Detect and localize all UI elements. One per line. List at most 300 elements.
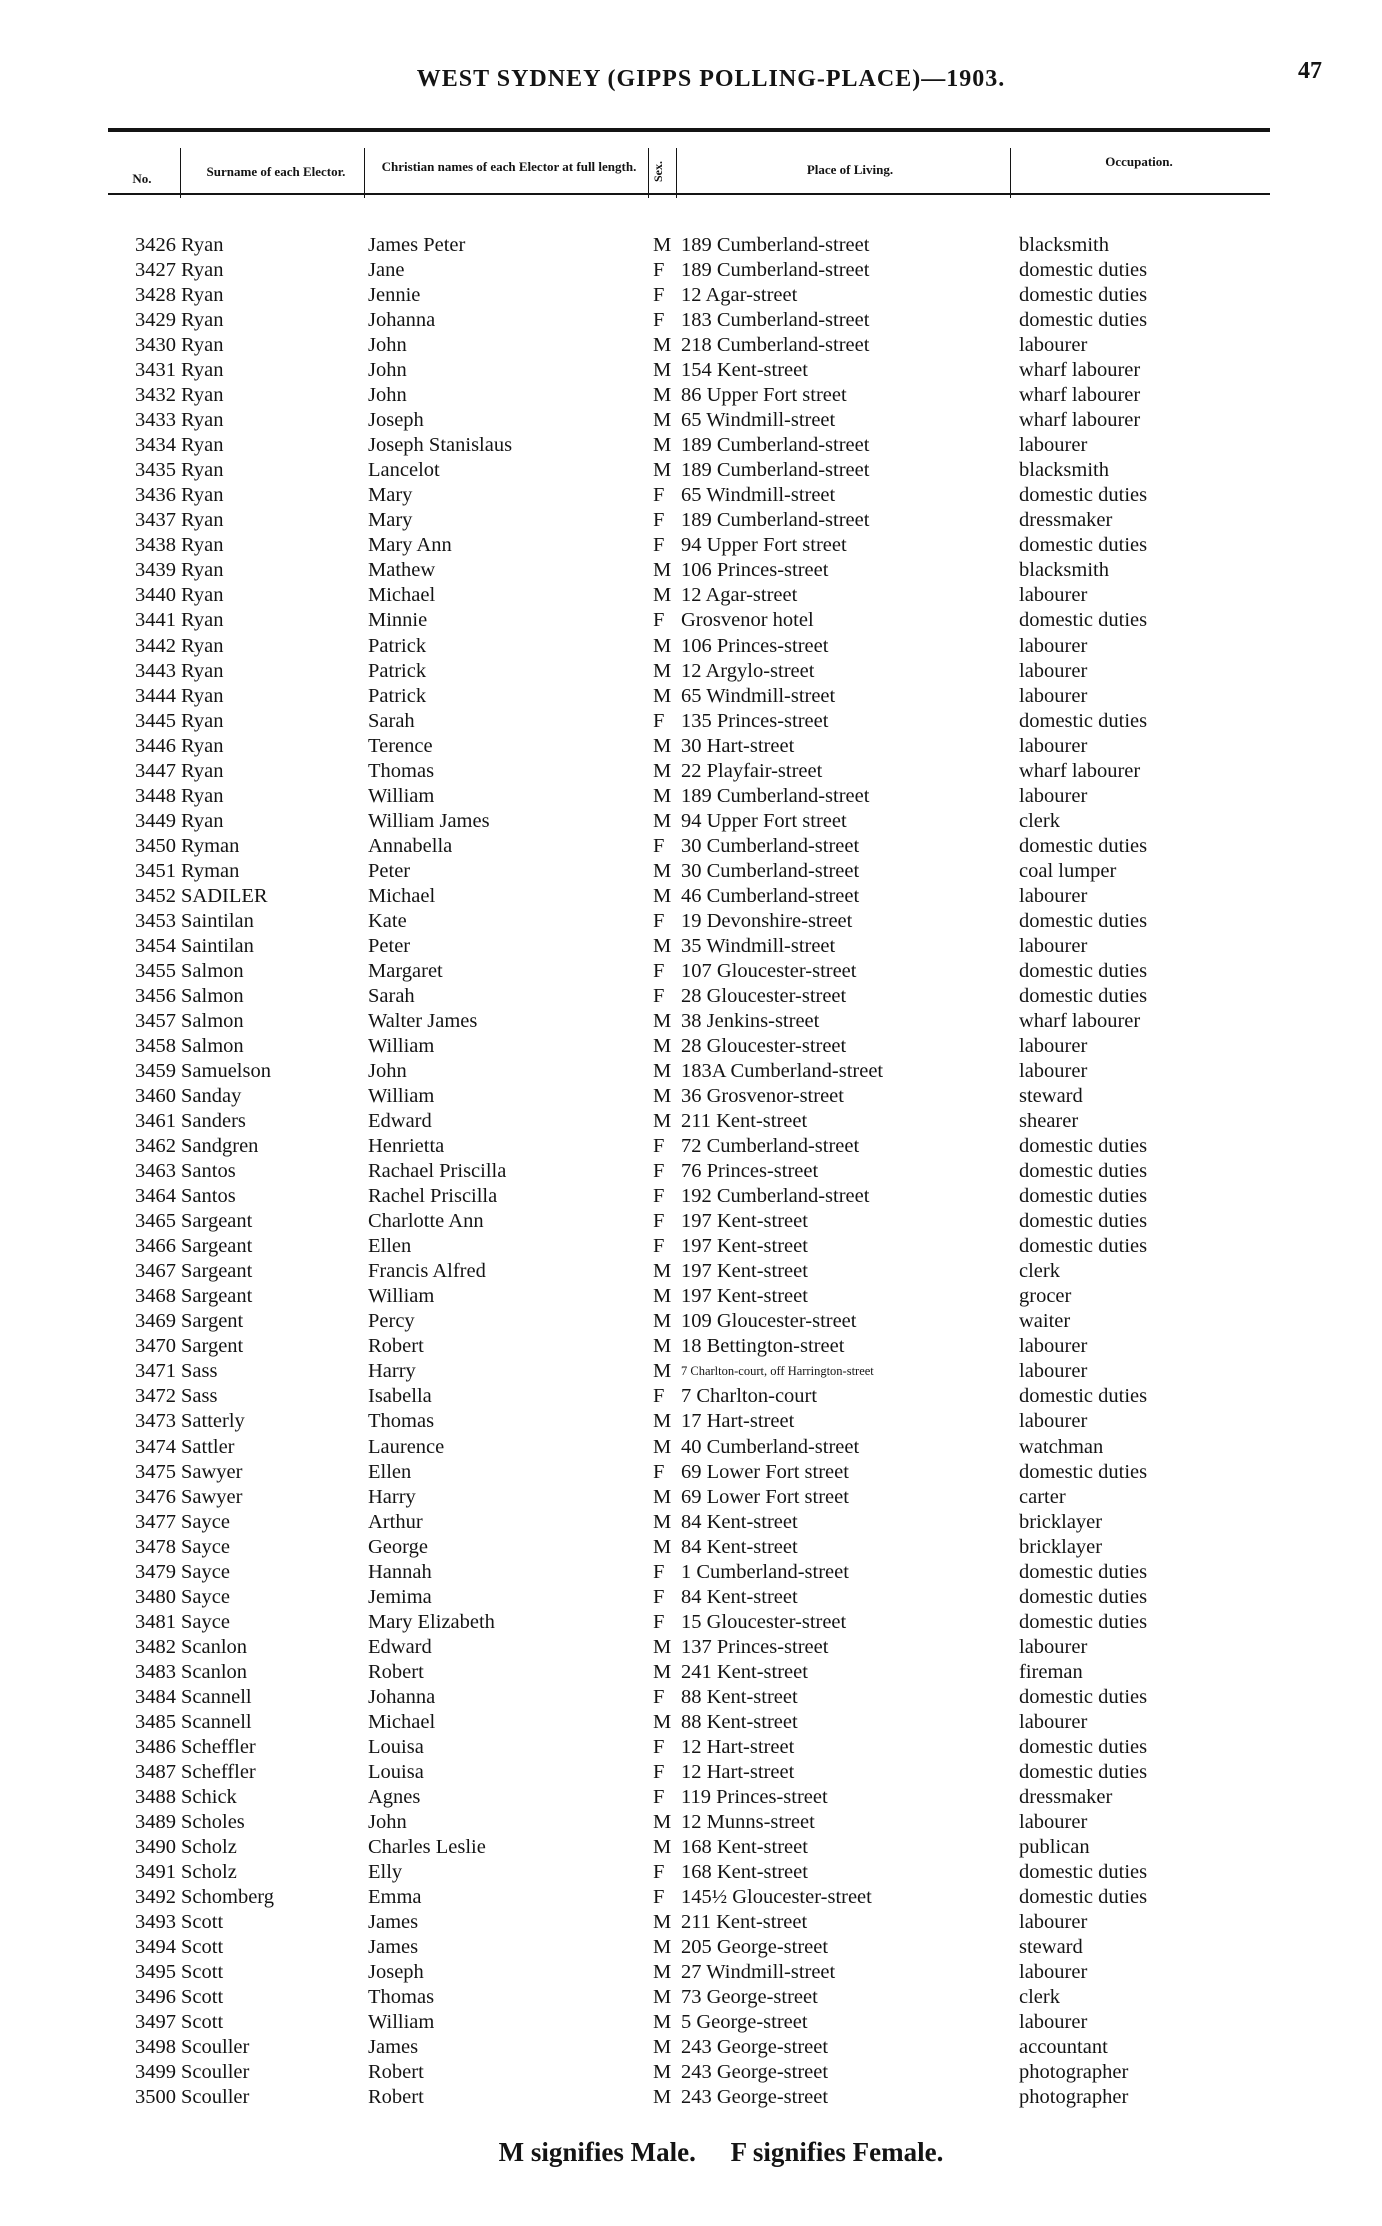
christian-names: Charles Leslie [368,1836,486,1858]
surname: Salmon [181,984,244,1007]
elector-number: 3472 [135,1385,176,1408]
place-of-living: 69 Lower Fort street [681,1460,849,1483]
christian-names: Rachael Priscilla [368,1160,507,1183]
elector-number: 3485 [135,1710,176,1733]
occupation: labourer [1019,1961,1088,1984]
place-of-living: 189 Cumberland-street [681,784,870,807]
surname: Ryan [181,359,224,382]
surname: Sandgren [181,1135,259,1158]
sex: F [653,1560,665,1583]
elector-number: 3426 [135,234,176,256]
occupation: wharf labourer [1019,359,1141,382]
place-of-living: 211 Kent-street [681,1110,808,1133]
occupation: labourer [1019,434,1088,457]
table-row [0,533,1382,558]
occupation: labourer [1019,1335,1088,1358]
christian-names: John [368,384,407,407]
christian-names: Annabella [368,834,453,857]
page-number: 47 [1298,58,1322,84]
surname: Sayce [181,1510,230,1533]
elector-number: 3491 [135,1861,176,1884]
christian-names: Jane [368,259,405,282]
place-of-living: 243 George-street [681,2086,829,2109]
header-divider [648,148,649,198]
surname: Ryan [181,234,224,256]
christian-names: Minnie [368,609,428,632]
elector-number: 3465 [135,1210,176,1233]
occupation: labourer [1019,734,1088,757]
christian-names: Robert [368,2061,424,2084]
christian-names: Sarah [368,709,415,732]
sex: M [653,809,672,832]
occupation: wharf labourer [1019,409,1141,432]
elector-number: 3441 [135,609,176,632]
elector-number: 3440 [135,584,176,607]
occupation: labourer [1019,634,1088,657]
occupation: shearer [1019,1110,1079,1133]
christian-names: Jemima [368,1585,432,1608]
table-row [0,1835,1382,1860]
christian-names: Ellen [368,1460,412,1483]
christian-names: Michael [368,884,436,907]
elector-number: 3452 [135,884,176,907]
place-of-living: 65 Windmill-street [681,684,836,707]
occupation: domestic duties [1019,309,1148,332]
christian-names: Lancelot [368,459,440,482]
elector-number: 3430 [135,334,176,357]
occupation: domestic duties [1019,1886,1148,1909]
place-of-living: 30 Hart-street [681,734,795,757]
surname: Scott [181,2011,224,2034]
christian-names: James [368,1936,419,1959]
table-row [0,1435,1382,1460]
occupation: domestic duties [1019,1861,1148,1884]
table-row [0,884,1382,909]
place-of-living: 38 Jenkins-street [681,1009,820,1032]
sex: F [653,1760,665,1783]
sex: M [653,359,672,382]
surname: Ryan [181,609,224,632]
surname: Scholz [181,1836,237,1858]
place-of-living: 28 Gloucester-street [681,1035,847,1057]
elector-number: 3464 [135,1185,176,1208]
sex: M [653,1635,672,1658]
elector-number: 3499 [135,2061,176,2084]
elector-number: 3484 [135,1685,176,1708]
elector-number: 3458 [135,1035,176,1057]
elector-number: 3492 [135,1886,176,1909]
sex: M [653,2036,672,2059]
table-row [0,1059,1382,1084]
sex: M [653,2061,672,2084]
sex: F [653,1735,665,1758]
place-of-living: 145½ Gloucester-street [681,1886,872,1909]
christian-names: Edward [368,1635,432,1658]
surname: Sanders [181,1110,246,1133]
table-row [0,1810,1382,1835]
table-row [0,1359,1382,1384]
christian-names: Agnes [368,1785,421,1808]
occupation: labourer [1019,1911,1088,1934]
occupation: labourer [1019,934,1088,957]
place-of-living: 168 Kent-street [681,1861,808,1884]
place-of-living: 65 Windmill-street [681,484,836,507]
occupation: domestic duties [1019,1460,1148,1483]
place-of-living: 94 Upper Fort street [681,809,847,832]
christian-names: Isabella [368,1385,432,1408]
sex: M [653,1510,672,1533]
elector-number: 3490 [135,1836,176,1858]
place-of-living: 183 Cumberland-street [681,309,870,332]
elector-number: 3481 [135,1610,176,1633]
table-row [0,1885,1382,1910]
occupation: wharf labourer [1019,384,1141,407]
header-occupation: Occupation. [1105,154,1173,169]
surname: Sargent [181,1310,244,1333]
table-row [0,1034,1382,1059]
place-of-living: 73 George-street [681,1986,818,2009]
table-row [0,784,1382,809]
christian-names: William [368,784,435,807]
elector-number: 3497 [135,2011,176,2034]
table-row [0,583,1382,608]
occupation: domestic duties [1019,1210,1148,1233]
surname: Scanlon [181,1635,248,1658]
occupation: domestic duties [1019,1185,1148,1208]
christian-names: Louisa [368,1760,424,1783]
sex: M [653,1535,672,1558]
header-divider [364,148,365,198]
christian-names: Charlotte Ann [368,1210,484,1233]
table-row [0,934,1382,959]
place-of-living: 109 Gloucester-street [681,1310,857,1333]
elector-number: 3477 [135,1510,176,1533]
occupation: fireman [1019,1660,1083,1683]
christian-names: Elly [368,1861,403,1884]
elector-number: 3494 [135,1936,176,1959]
place-of-living: 137 Princes-street [681,1635,829,1658]
surname: Samuelson [181,1060,271,1083]
page-title: WEST SYDNEY (GIPPS POLLING-PLACE)—1903. [416,66,1006,92]
elector-number: 3450 [135,834,176,857]
place-of-living: 205 George-street [681,1936,829,1959]
occupation: labourer [1019,2011,1088,2034]
sex: F [653,284,665,307]
table-row [0,809,1382,834]
header-christian-names: Christian names of each Elector at full length. [381,159,637,174]
surname: Ryman [181,859,240,882]
place-of-living: 22 Playfair-street [681,759,823,782]
elector-number: 3488 [135,1785,176,1808]
sex: M [653,459,672,482]
christian-names: Thomas [368,1410,435,1433]
sex: M [653,1110,672,1133]
sex: F [653,1160,665,1183]
christian-names: Peter [368,934,411,957]
place-of-living: 69 Lower Fort street [681,1485,849,1508]
table-row [0,834,1382,859]
elector-number: 3435 [135,459,176,482]
occupation: labourer [1019,784,1088,807]
elector-number: 3467 [135,1260,176,1283]
christian-names: James [368,1911,419,1934]
christian-names: John [368,334,407,357]
table-row [0,1109,1382,1134]
place-of-living: 72 Cumberland-street [681,1135,860,1158]
surname: Ryan [181,384,224,407]
place-of-living: 243 George-street [681,2061,829,2084]
occupation: domestic duties [1019,1685,1148,1708]
elector-number: 3429 [135,309,176,332]
header-divider [180,148,181,198]
surname: Scheffler [181,1760,256,1783]
table-row [0,608,1382,633]
place-of-living: 18 Bettington-street [681,1335,845,1358]
surname: Sawyer [181,1485,243,1508]
occupation: labourer [1019,1635,1088,1658]
occupation: domestic duties [1019,1160,1148,1183]
surname: Ryan [181,484,224,507]
sex: M [653,1335,672,1358]
sex: F [653,984,665,1007]
sex: M [653,559,672,582]
elector-number: 3431 [135,359,176,382]
place-of-living: 243 George-street [681,2036,829,2059]
occupation: blacksmith [1019,559,1109,582]
sex: F [653,534,665,557]
occupation: grocer [1019,1285,1072,1308]
elector-number: 3460 [135,1085,176,1108]
table-row [0,759,1382,784]
surname: Ryan [181,534,224,557]
table-row [0,2085,1382,2110]
occupation: domestic duties [1019,284,1148,307]
elector-number: 3461 [135,1110,176,1133]
place-of-living: 12 Hart-street [681,1760,795,1783]
surname: Salmon [181,959,244,982]
elector-number: 3457 [135,1009,176,1032]
elector-number: 3483 [135,1660,176,1683]
occupation: labourer [1019,1035,1088,1057]
header-bottom-rule [108,193,1270,195]
elector-number: 3486 [135,1735,176,1758]
elector-number: 3498 [135,2036,176,2059]
place-of-living: 84 Kent-street [681,1585,798,1608]
occupation: blacksmith [1019,234,1109,256]
table-row [0,684,1382,709]
header-divider [676,148,677,198]
sex: M [653,1260,672,1283]
elector-number: 3448 [135,784,176,807]
surname: Scouller [181,2036,250,2059]
sex: M [653,234,672,256]
sex: F [653,309,665,332]
place-of-living: 1 Cumberland-street [681,1560,849,1583]
elector-number: 3444 [135,684,176,707]
place-of-living: 12 Agar-street [681,584,798,607]
surname: Ryan [181,259,224,282]
surname: Ryan [181,559,224,582]
sex: F [653,1385,665,1408]
christian-names: Joseph Stanislaus [368,434,513,457]
surname: Ryan [181,759,224,782]
place-of-living: 65 Windmill-street [681,409,836,432]
surname: Sayce [181,1535,230,1558]
occupation: photographer [1019,2086,1129,2109]
christian-names: Arthur [368,1510,423,1533]
christian-names: Margaret [368,959,443,982]
christian-names: Mathew [368,559,436,582]
occupation: blacksmith [1019,459,1109,482]
header-place: Place of Living. [806,162,894,177]
table-row [0,1209,1382,1234]
occupation: waiter [1019,1310,1071,1333]
sex: F [653,834,665,857]
table-row [0,1910,1382,1935]
occupation: domestic duties [1019,834,1148,857]
table-row [0,1334,1382,1359]
sex: F [653,1685,665,1708]
place-of-living: 12 Hart-street [681,1735,795,1758]
elector-number: 3473 [135,1410,176,1433]
elector-number: 3471 [135,1360,176,1383]
occupation: clerk [1019,809,1060,832]
place-of-living: 28 Gloucester-street [681,984,847,1007]
sex: M [653,1060,672,1083]
surname: Sayce [181,1560,230,1583]
place-of-living: 197 Kent-street [681,1210,808,1233]
table-row [0,1084,1382,1109]
surname: Scannell [181,1710,252,1733]
place-of-living: 12 Agar-street [681,284,798,307]
christian-names: Laurence [368,1435,445,1458]
place-of-living: 12 Munns-street [681,1810,815,1833]
sex: M [653,1410,672,1433]
table-row [0,1860,1382,1885]
table-row [0,1134,1382,1159]
surname: Sanday [181,1085,242,1108]
table-row [0,383,1382,408]
sex: M [653,434,672,457]
surname: Sargeant [181,1285,253,1308]
table-row [0,2010,1382,2035]
occupation: labourer [1019,1360,1088,1383]
table-row [0,1785,1382,1810]
christian-names: Percy [368,1310,415,1333]
christian-names: John [368,1060,407,1083]
sex: M [653,384,672,407]
place-of-living: 46 Cumberland-street [681,884,860,907]
table-row [0,1760,1382,1785]
place-of-living: 197 Kent-street [681,1260,808,1283]
sex: M [653,1035,672,1057]
sex: M [653,759,672,782]
elector-number: 3474 [135,1435,176,1458]
place-of-living: 94 Upper Fort street [681,534,847,557]
surname: Ryan [181,334,224,357]
occupation: labourer [1019,584,1088,607]
occupation: domestic duties [1019,1585,1148,1608]
table-row [0,483,1382,508]
table-row [0,508,1382,533]
sex: F [653,1785,665,1808]
place-of-living: 189 Cumberland-street [681,259,870,282]
christian-names: James Peter [368,234,466,256]
christian-names: Rachel Priscilla [368,1185,498,1208]
sex: M [653,1936,672,1959]
surname: Schick [181,1785,237,1808]
christian-names: Mary Ann [368,534,452,557]
surname: Ryan [181,784,224,807]
occupation: clerk [1019,1986,1060,2009]
occupation: domestic duties [1019,909,1148,932]
elector-number: 3456 [135,984,176,1007]
table-row [0,1284,1382,1309]
sex: M [653,634,672,657]
sex: M [653,1961,672,1984]
place-of-living: 19 Devonshire-street [681,909,853,932]
sex: M [653,1009,672,1032]
occupation: labourer [1019,659,1088,682]
occupation: domestic duties [1019,1560,1148,1583]
surname: Scouller [181,2061,250,2084]
place-of-living: 17 Hart-street [681,1410,795,1433]
place-of-living: 7 Charlton-court, off Harrington-street [681,1364,874,1379]
sex: F [653,1610,665,1633]
christian-names: Ellen [368,1235,412,1258]
place-of-living: 30 Cumberland-street [681,859,860,882]
surname: Scholes [181,1810,245,1833]
surname: Salmon [181,1009,244,1032]
christian-names: Thomas [368,759,435,782]
surname: Scheffler [181,1735,256,1758]
place-of-living: 189 Cumberland-street [681,434,870,457]
christian-names: Emma [368,1886,422,1909]
elector-number: 3434 [135,434,176,457]
elector-number: 3475 [135,1460,176,1483]
surname: Sargeant [181,1260,253,1283]
christian-names: Kate [368,909,407,932]
sex: M [653,1986,672,2009]
christian-names: William [368,1035,435,1057]
table-row [0,1460,1382,1485]
christian-names: John [368,1810,407,1833]
occupation: wharf labourer [1019,1009,1141,1032]
table-row [0,959,1382,984]
surname: Scott [181,1911,224,1934]
occupation: watchman [1019,1435,1104,1458]
place-of-living: 241 Kent-street [681,1660,808,1683]
elector-number: 3476 [135,1485,176,1508]
place-of-living: 183A Cumberland-street [681,1060,884,1083]
surname: Sawyer [181,1460,243,1483]
christian-names: Harry [368,1485,416,1508]
christian-names: Thomas [368,1986,435,2009]
occupation: publican [1019,1836,1090,1858]
table-row [0,308,1382,333]
place-of-living: 88 Kent-street [681,1710,798,1733]
sex: M [653,1911,672,1934]
table-row [0,1610,1382,1635]
surname: Ryan [181,309,224,332]
occupation: labourer [1019,1710,1088,1733]
occupation: domestic duties [1019,1735,1148,1758]
occupation: domestic duties [1019,1760,1148,1783]
occupation: labourer [1019,1410,1088,1433]
table-row [0,2060,1382,2085]
occupation: labourer [1019,884,1088,907]
elector-number: 3487 [135,1760,176,1783]
